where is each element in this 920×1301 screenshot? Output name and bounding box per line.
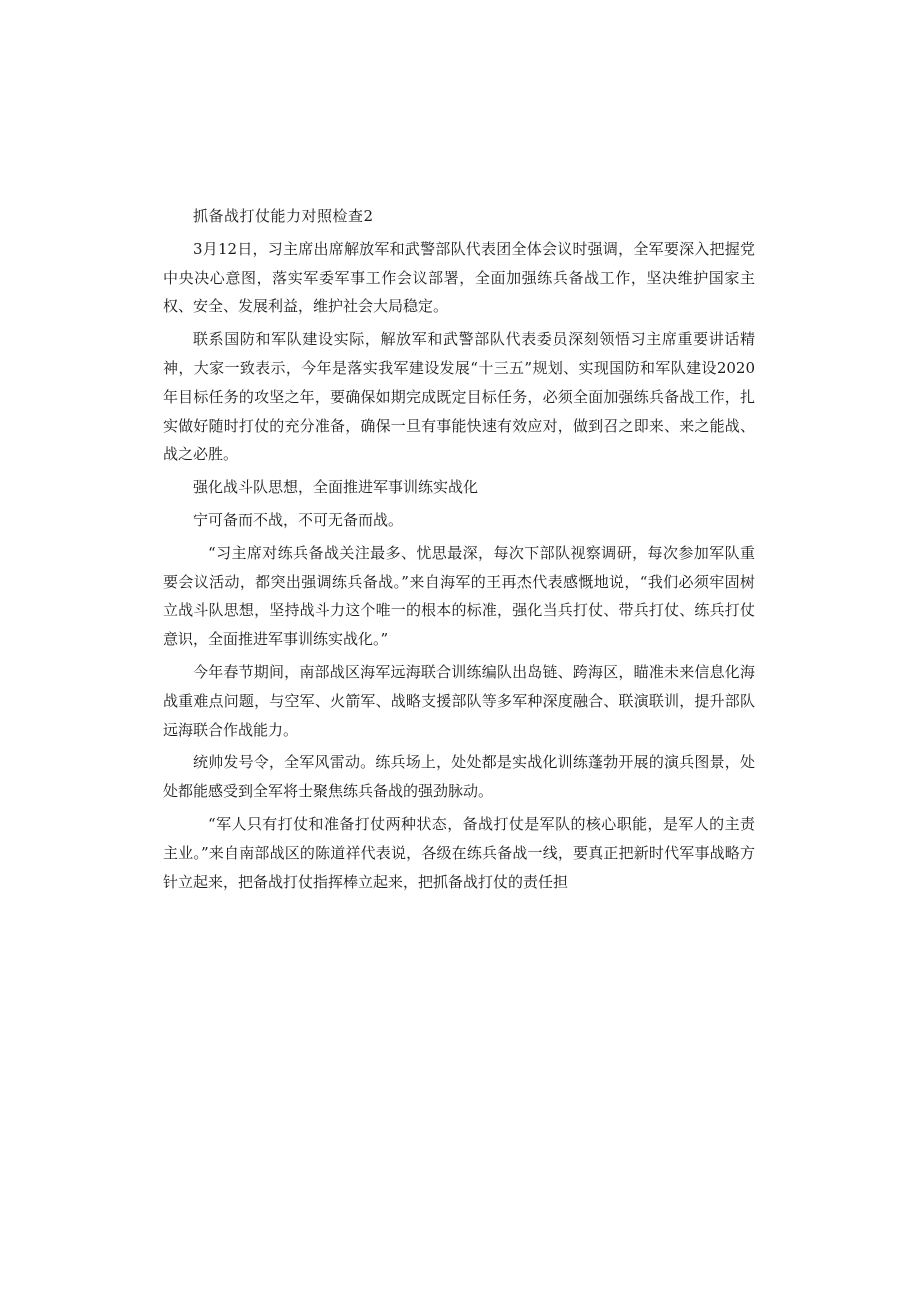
paragraph-1: 3月12日，习主席出席解放军和武警部队代表团全体会议时强调，全军要深入把握党中央决心意图，落实军委军事工作会议部署，全面加强练兵备战工作，坚决维护国家主权、安全、发展利益，维护社会大局稳定。 <box>163 239 755 316</box>
paragraph-3: 宁可备而不战，不可无备而战。 <box>193 510 404 529</box>
paragraph-6: 统帅发号令，全军风雷动。练兵场上，处处都是实战化训练蓬勃开展的演兵图景，处处都能感受到全军将士聚焦练兵备战的强劲脉动。 <box>163 753 755 801</box>
paragraph-2: 联系国防和军队建设实际，解放军和武警部队代表委员深刻领悟习主席重要讲话精神，大家一致表示，今年是落实我军建设发展“十三五”规划、实现国防和军队建设2020年目标任务的攻坚之年，要确保如期完成既定目标任务，必须全面加强练兵备战工作，扎实做好随时打仗的充分准备，确保一旦有事能快速有效应对，做到召之即来、来之能战、战之必胜。 <box>163 330 755 464</box>
paragraph-5: 今年春节期间，南部战区海军远海联合训练编队出岛链、跨海区，瞄准未来信息化海战重难点问题，与空军、火箭军、战略支援部队等多军种深度融合、联演联训，提升部队远海联合作战能力。 <box>163 662 755 739</box>
paragraph-7: “军人只有打仗和准备打仗两种状态，备战打仗是军队的核心职能，是军人的主责主业。”来自南部战区的陈道祥代表说，各级在练兵备战一线，要真正把新时代军事战略方针立起来，把备战打仗指挥棒立起来，把抓备战打仗的责任担 <box>163 814 755 891</box>
paragraph-4: “习主席对练兵备战关注最多、忧思最深，每次下部队视察调研，每次参加军队重要会议活动，都突出强调练兵备战。”来自海军的王再杰代表感慨地说，“我们必须牢固树立战斗队思想，坚持战斗力这个唯一的根本的标准，强化当兵打仗、带兵打仗、练兵打仗意识，全面推进军事训练实战化。” <box>163 543 755 649</box>
document-body <box>163 202 755 900</box>
document-title: 抓备战打仗能力对照检查2 <box>193 207 374 225</box>
section-heading: 强化战斗队思想，全面推进军事训练实战化 <box>193 478 479 497</box>
